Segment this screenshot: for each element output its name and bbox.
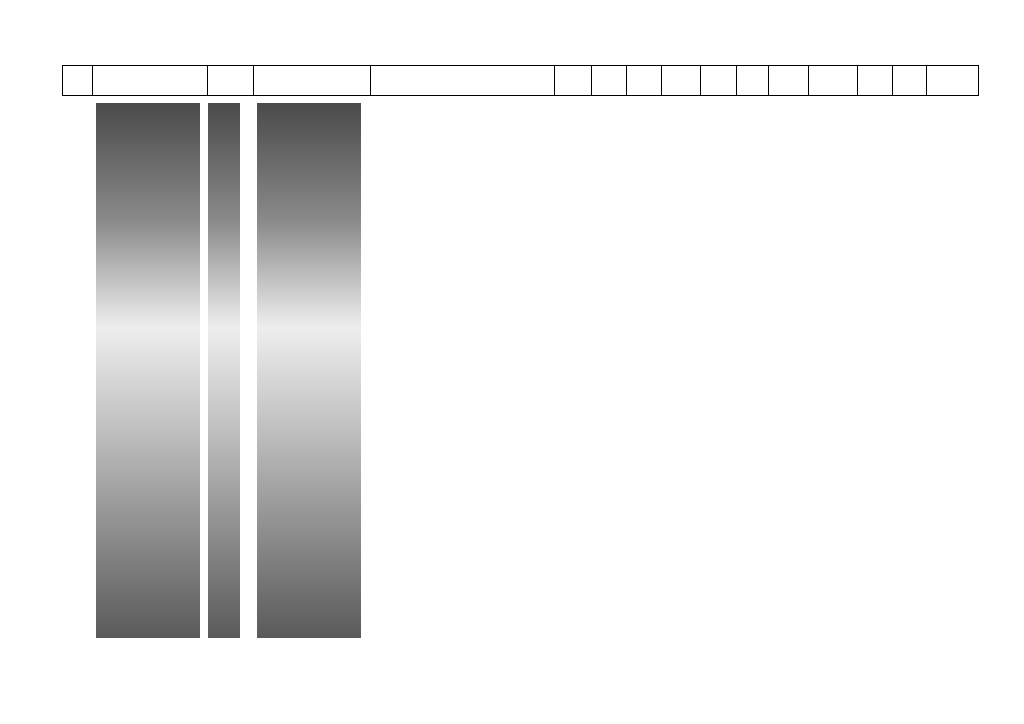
header-p2-contestatie [769,66,809,96]
header-sector [555,66,592,96]
header-admis-respins-2 [809,66,858,96]
header-nume [93,66,208,96]
header-row [63,66,979,96]
redaction-overlay [62,65,978,645]
redacted-firstname-column [257,103,361,638]
header-initiala [208,66,254,96]
redacted-initial-column [208,103,240,638]
results-table [62,65,979,96]
header-p3 [858,66,893,96]
header-p1 [627,66,662,96]
header-admis-respins-1 [701,66,737,96]
header-clasa [592,66,627,96]
header-prenume [254,66,371,96]
header-unitatea [371,66,555,96]
results-document [62,65,978,96]
header-admis-respins-3 [927,66,979,96]
header-p3-contestatie [893,66,927,96]
header-p1-contestatie [662,66,701,96]
header-p2 [737,66,769,96]
redacted-name-column [96,103,200,638]
header-nr [63,66,93,96]
